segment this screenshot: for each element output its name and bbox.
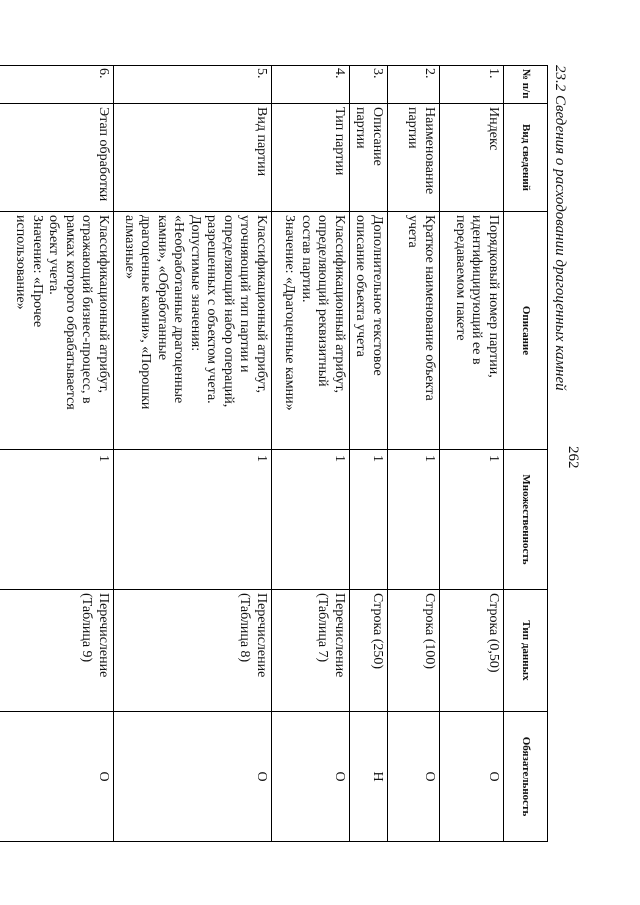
description-line: драгоценные камни», «Порошки: [138, 215, 154, 410]
description-line: Дополнительное текстовое: [370, 215, 385, 376]
description-line: определяющий набор операций,: [221, 215, 236, 408]
field-description: [440, 212, 504, 450]
header-required: Обязательность: [504, 712, 548, 842]
header-field: Вид сведений: [504, 104, 548, 212]
description-line: объект учета.: [46, 215, 62, 295]
header-num: № п/п: [504, 66, 548, 104]
description-line: отражающий бизнес-процесс, в: [79, 215, 95, 404]
description-line: «Необработанные драгоценные: [171, 215, 187, 404]
description-line: передаваемом пакете: [453, 215, 468, 341]
field-data-type: Строка (100): [388, 590, 440, 712]
field-required: О: [440, 712, 504, 842]
page-number: 262: [565, 446, 581, 469]
field-cardinality: 1: [350, 450, 388, 590]
description-line: описание объекта учета: [353, 215, 369, 357]
field-data-type: Строка (0,50): [440, 590, 504, 712]
field-name: Наименование партии: [388, 104, 440, 212]
field-required: О: [114, 712, 272, 842]
field-required: О: [388, 712, 440, 842]
description-line: уточняющий тип партии и: [237, 215, 253, 373]
field-description: [0, 212, 114, 450]
table-row: [388, 66, 440, 842]
field-description: [114, 212, 272, 450]
field-data-type: Перечисление (Таблица 9): [0, 590, 114, 712]
field-description: [272, 212, 350, 450]
table-row: [0, 66, 114, 842]
description-line: Краткое наименование объекта: [422, 215, 437, 401]
description-line: Допустимые значения:: [188, 215, 203, 352]
row-number: 1.: [440, 66, 504, 104]
field-required: О: [272, 712, 350, 842]
description-line: идентифицирующий ее в: [469, 215, 485, 365]
description-line: определяющий реквизитный: [315, 215, 331, 387]
field-required: О: [0, 712, 114, 842]
field-required: Н: [350, 712, 388, 842]
field-data-type: Перечисление (Таблица 7): [272, 590, 350, 712]
table-row: [350, 66, 388, 842]
field-name: Тип партии: [272, 104, 350, 212]
row-number: 3.: [350, 66, 388, 104]
section-title: 23.2 Сведения о расходовании драгоценных камней: [552, 65, 568, 391]
description-line: использование»: [13, 215, 29, 310]
row-number: 4.: [272, 66, 350, 104]
row-number: 5.: [114, 66, 272, 104]
description-line: рамках которого обрабатывается: [63, 215, 78, 410]
description-line: Классификационный атрибут,: [96, 215, 111, 393]
table-body: [0, 66, 504, 842]
description-line: Классификационный атрибут,: [332, 215, 347, 393]
description-line: разрешенных с объектом учета.: [204, 215, 220, 404]
header-description: Описание: [504, 212, 548, 450]
field-cardinality: 1: [272, 450, 350, 590]
field-data-type: Строка (250): [350, 590, 388, 712]
field-cardinality: 1: [114, 450, 272, 590]
field-name: Вид партии: [114, 104, 272, 212]
data-table: [0, 65, 548, 842]
row-number: 6.: [0, 66, 114, 104]
data-table-wrapper: [0, 65, 548, 842]
table-row: [440, 66, 504, 842]
description-line: Классификационный атрибут,: [254, 215, 269, 393]
description-line: Значение: «Драгоценные камни»: [282, 215, 298, 411]
field-cardinality: 1: [388, 450, 440, 590]
field-description: [350, 212, 388, 450]
header-data-type: Тип данных: [504, 590, 548, 712]
field-data-type: Перечисление (Таблица 8): [114, 590, 272, 712]
table-row: [114, 66, 272, 842]
field-name: Описание партии: [350, 104, 388, 212]
header-cardinality: Множественность: [504, 450, 548, 590]
field-name: Индекс: [440, 104, 504, 212]
header-row: [504, 66, 548, 842]
description-line: алмазные»: [122, 215, 137, 279]
description-line: Порядковый номер партии,: [486, 215, 501, 378]
row-number: 2.: [388, 66, 440, 104]
description-line: Значение: «Прочее: [30, 215, 45, 328]
description-line: состав партии.: [299, 215, 314, 303]
field-description: [388, 212, 440, 450]
field-name: Этап обработки: [0, 104, 114, 212]
description-line: камни», «Обработанные: [155, 215, 170, 361]
table-row: [272, 66, 350, 842]
field-cardinality: 1: [440, 450, 504, 590]
field-cardinality: 1: [0, 450, 114, 590]
description-line: учета: [405, 215, 421, 248]
